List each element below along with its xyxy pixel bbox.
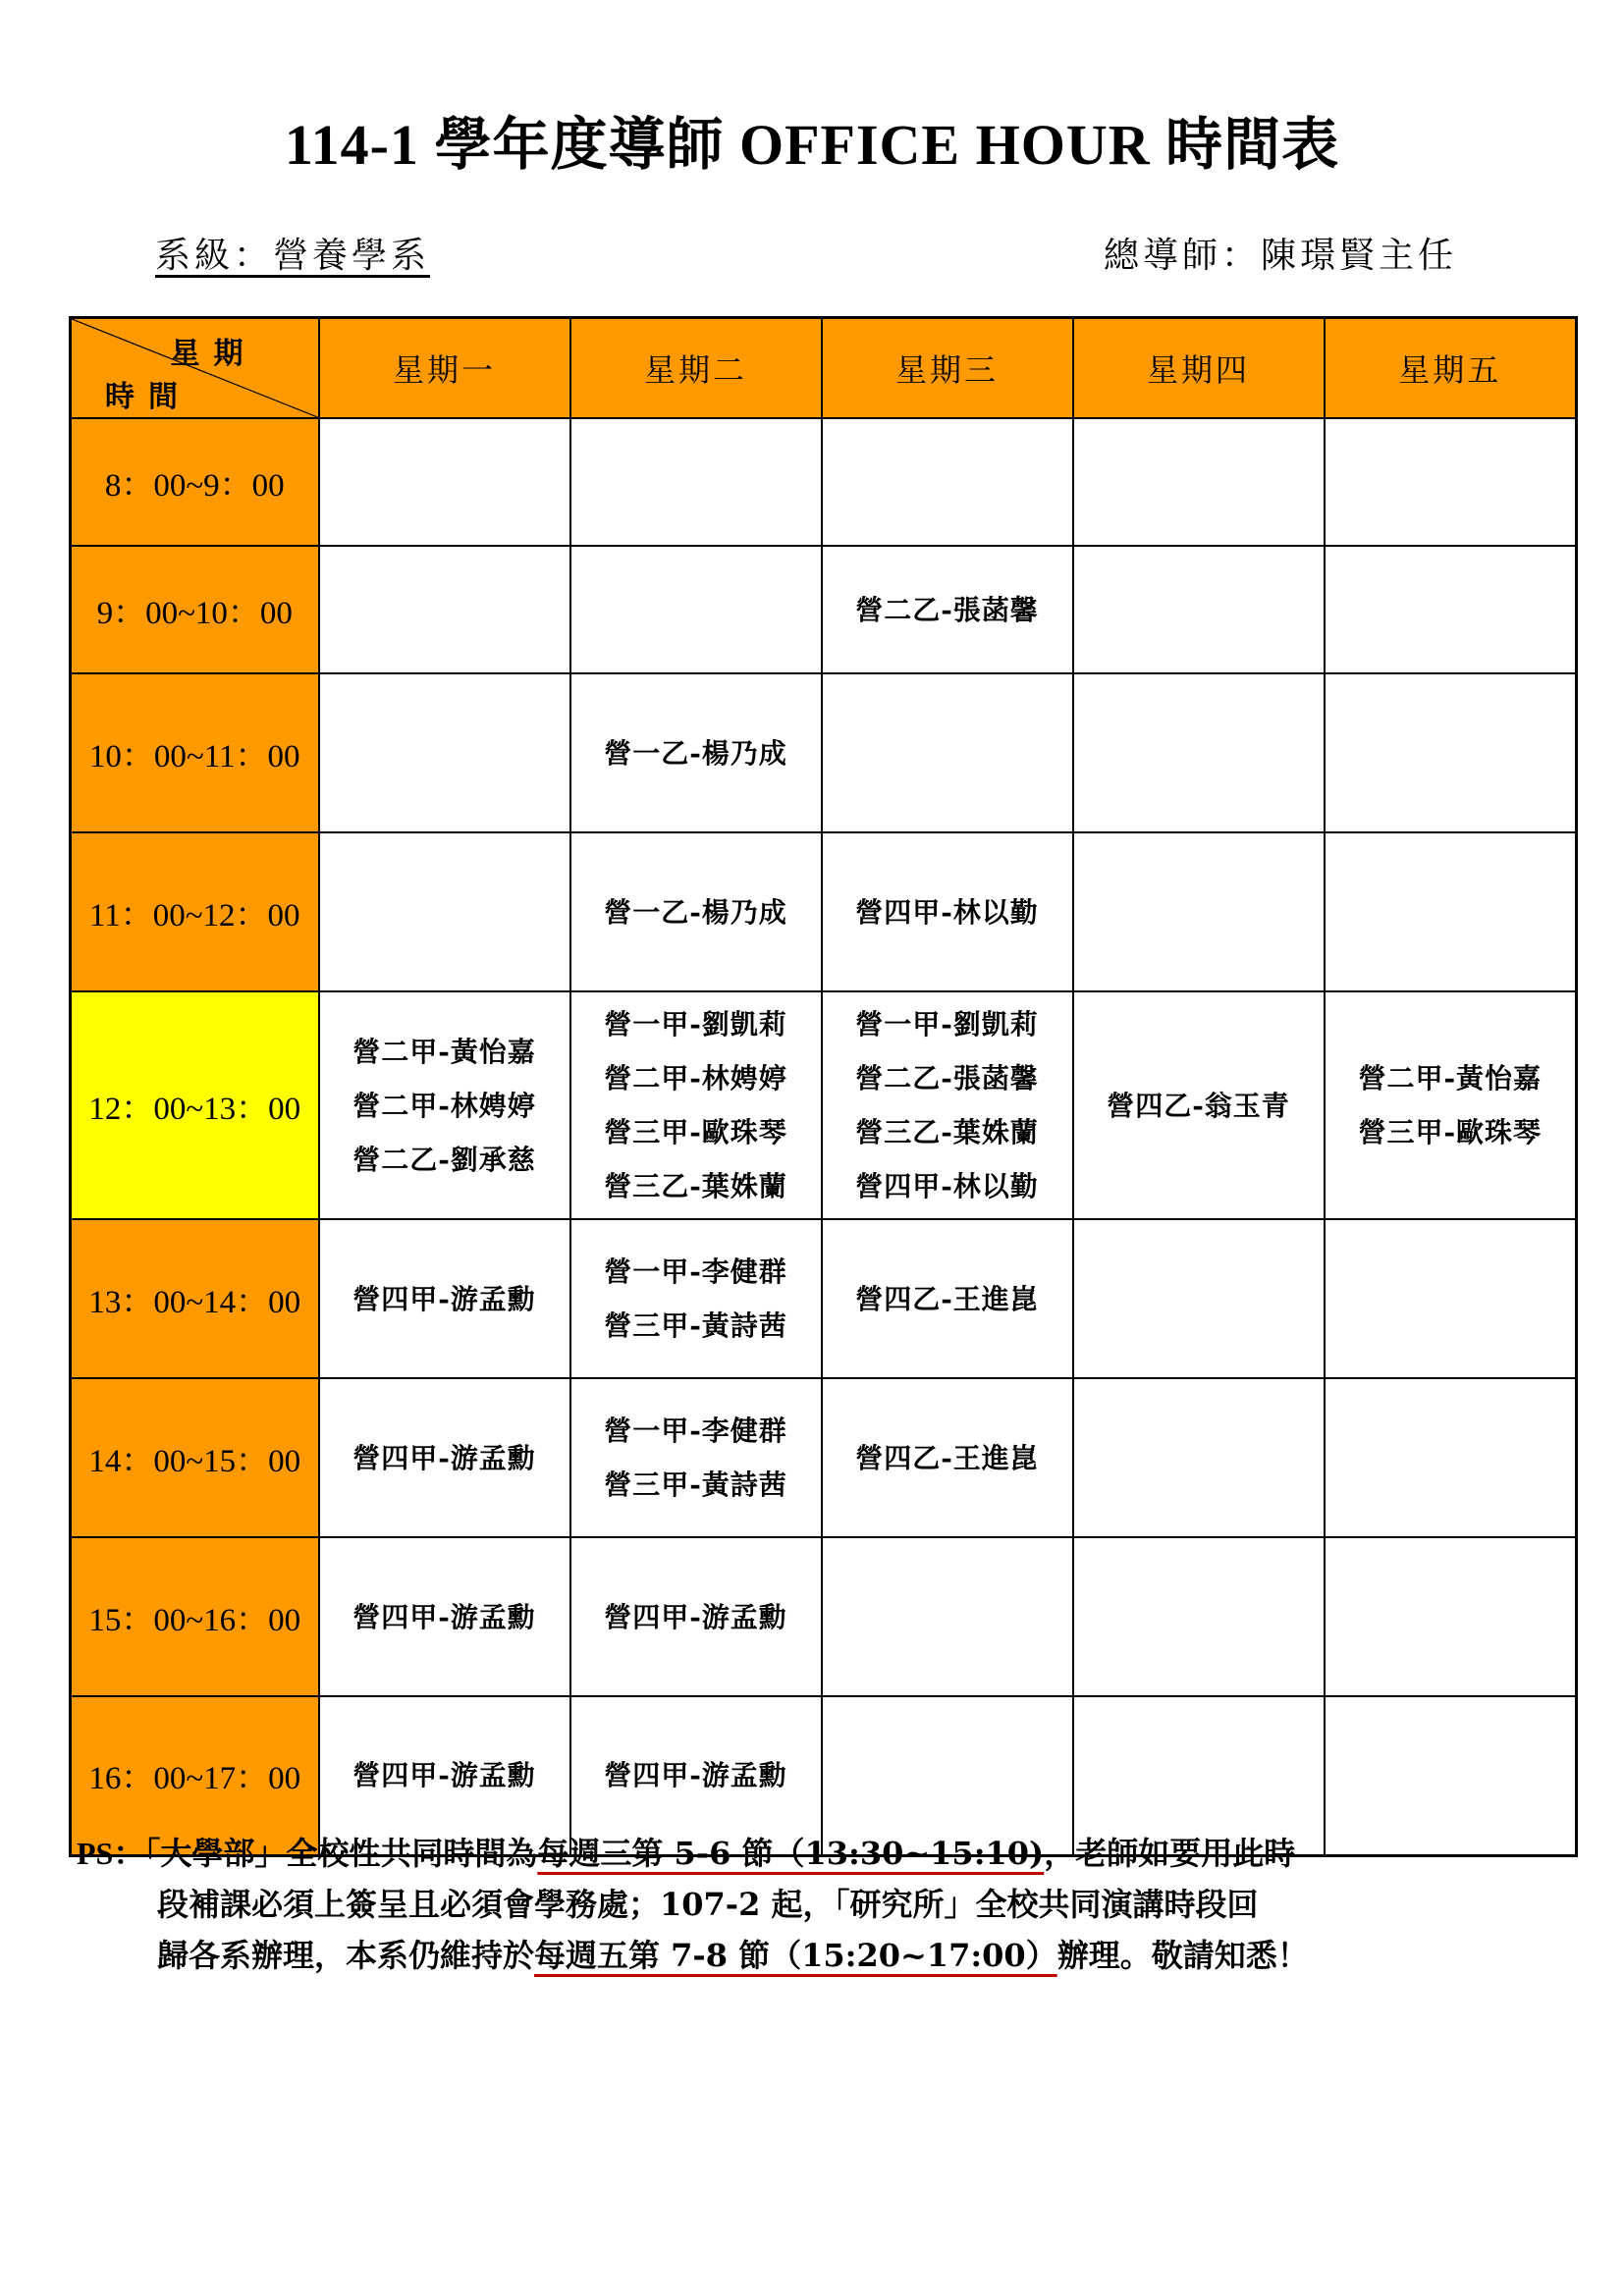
corner-header-cell <box>71 318 319 419</box>
schedule-cell-tue <box>570 546 822 673</box>
schedule-cell-mon <box>319 1537 570 1696</box>
tutor-entry: 營四甲-游孟勳 <box>604 1759 787 1792</box>
schedule-row <box>71 832 1577 991</box>
schedule-body <box>71 418 1577 1855</box>
tutor-entry: 營三甲-歐珠琴 <box>1358 1116 1543 1148</box>
schedule-cell-wed <box>822 1219 1073 1378</box>
tutor-entry: 營一甲-李健群 <box>604 1255 787 1288</box>
schedule-cell-fri <box>1325 991 1577 1219</box>
schedule-cell-thu <box>1073 673 1325 832</box>
tutor-entry: 營三甲-歐珠琴 <box>604 1116 787 1148</box>
note-line3-b: 辦理。敬請知悉！ <box>1056 1937 1309 1974</box>
tutor-entry: 營四甲-游孟勳 <box>604 1600 787 1633</box>
time-slot-label: 12：00~13：00 <box>71 991 319 1219</box>
time-slot-label: 10：00~11：00 <box>71 673 319 832</box>
schedule-cell-tue <box>570 1378 822 1537</box>
schedule-cell-tue <box>570 418 822 546</box>
time-slot-label: 14：00~15：00 <box>71 1378 319 1537</box>
day-header-wed: 星期三 <box>822 318 1073 419</box>
schedule-cell-mon <box>319 418 570 546</box>
schedule-cell-thu <box>1073 1219 1325 1378</box>
schedule-cell-tue <box>570 1219 822 1378</box>
schedule-cell-thu <box>1073 1378 1325 1537</box>
schedule-cell-thu <box>1073 546 1325 673</box>
schedule-cell-mon <box>319 1219 570 1378</box>
time-slot-label: 15：00~16：00 <box>71 1537 319 1696</box>
tutor-entry: 營四甲-游孟勳 <box>352 1282 536 1315</box>
ps-label: PS： <box>77 1836 145 1871</box>
tutor-entry: 營四甲-游孟勳 <box>352 1441 536 1474</box>
tutor-entry: 營三乙-葉姝蘭 <box>604 1170 787 1202</box>
tutor-entry: 營一甲-劉凱莉 <box>855 1008 1039 1041</box>
schedule-cell-thu <box>1073 991 1325 1219</box>
schedule-cell-mon <box>319 673 570 832</box>
schedule-row <box>71 1378 1577 1537</box>
note-line-3 <box>77 1930 1490 1981</box>
note-line1-a: 「大學部」全校性共同時間為 <box>144 1835 538 1872</box>
time-slot-label: 8：00~9：00 <box>71 418 319 546</box>
tutor-entry: 營二乙-張菡馨 <box>855 593 1039 626</box>
schedule-cell-thu <box>1073 418 1325 546</box>
note-line-1 <box>77 1828 1490 1879</box>
schedule-cell-tue <box>570 673 822 832</box>
schedule-row <box>71 546 1577 673</box>
corner-time-label: 時間 <box>105 380 191 414</box>
note-line3-a: 歸各系辦理，本系仍維持於 <box>157 1937 535 1974</box>
tutor-entry: 營一甲-李健群 <box>604 1415 787 1447</box>
schedule-cell-mon <box>319 1378 570 1537</box>
schedule-cell-tue <box>570 1537 822 1696</box>
schedule-cell-fri <box>1325 1537 1577 1696</box>
schedule-cell-wed <box>822 1537 1073 1696</box>
tutor-entry: 營二甲-黃怡嘉 <box>352 1035 536 1068</box>
schedule-cell-thu <box>1073 1537 1325 1696</box>
tutor-entry: 營四乙-王進崑 <box>855 1441 1039 1474</box>
schedule-cell-mon <box>319 832 570 991</box>
tutor-entry: 營四乙-翁玉青 <box>1107 1089 1290 1122</box>
ps-note <box>77 1828 1490 1981</box>
schedule-cell-wed <box>822 673 1073 832</box>
schedule-cell-fri <box>1325 1219 1577 1378</box>
tutor-entry: 營二甲-林娉婷 <box>352 1089 536 1122</box>
table-header-row <box>71 318 1577 419</box>
schedule-cell-wed <box>822 546 1073 673</box>
schedule-cell-thu <box>1073 832 1325 991</box>
schedule-cell-tue <box>570 991 822 1219</box>
schedule-row <box>71 673 1577 832</box>
schedule-cell-fri <box>1325 1378 1577 1537</box>
tutor-entry: 營一乙-楊乃成 <box>604 736 787 770</box>
time-slot-label: 13：00~14：00 <box>71 1219 319 1378</box>
tutor-entry: 營四甲-游孟勳 <box>352 1759 536 1792</box>
schedule-row <box>71 418 1577 546</box>
note-highlight-friday: 每週五第 7-8 節（15:20~17:00） <box>534 1937 1057 1974</box>
time-slot-label: 11：00~12：00 <box>71 832 319 991</box>
department-label: 系級：營養學系 <box>155 236 431 276</box>
note-line1-b: ，老師如要用此時 <box>1044 1835 1296 1872</box>
tutor-entry: 營四乙-王進崑 <box>855 1282 1039 1315</box>
tutor-entry: 營三甲-黃詩茜 <box>604 1309 787 1342</box>
tutor-entry: 營三甲-黃詩茜 <box>604 1468 787 1501</box>
schedule-cell-fri <box>1325 673 1577 832</box>
director-label: 總導師：陳璟賢主任 <box>1103 236 1457 276</box>
schedule-cell-fri <box>1325 832 1577 991</box>
schedule-row <box>71 1537 1577 1696</box>
schedule-cell-wed <box>822 832 1073 991</box>
page-title: 114-1 學年度導師 OFFICE HOUR 時間表 <box>284 113 1340 177</box>
schedule-cell-wed <box>822 991 1073 1219</box>
tutor-entry: 營一甲-劉凱莉 <box>604 1008 787 1041</box>
tutor-entry: 營四甲-林以勤 <box>855 1170 1039 1202</box>
schedule-row <box>71 1219 1577 1378</box>
schedule-cell-tue <box>570 832 822 991</box>
schedule-cell-mon <box>319 991 570 1219</box>
corner-day-label: 星期 <box>170 337 257 371</box>
tutor-entry: 營四甲-游孟勳 <box>352 1600 536 1633</box>
schedule-cell-wed <box>822 418 1073 546</box>
day-header-tue: 星期二 <box>570 318 822 419</box>
note-line-2: 段補課必須上簽呈且必須會學務處；107-2 起，「研究所」全校共同演講時段回 <box>157 1886 1259 1923</box>
tutor-entry: 營三乙-葉姝蘭 <box>855 1116 1039 1148</box>
tutor-entry: 營四甲-林以勤 <box>855 895 1039 929</box>
day-header-fri: 星期五 <box>1325 318 1577 419</box>
schedule-row <box>71 991 1577 1219</box>
tutor-entry: 營一乙-楊乃成 <box>604 895 787 929</box>
tutor-entry: 營二乙-劉承慈 <box>352 1143 536 1176</box>
day-header-mon: 星期一 <box>319 318 570 419</box>
note-highlight-wednesday: 每週三第 5-6 節（13:30~15:10) <box>537 1835 1045 1872</box>
schedule-cell-mon <box>319 546 570 673</box>
tutor-entry: 營二乙-張菡馨 <box>855 1062 1039 1095</box>
schedule-cell-fri <box>1325 418 1577 546</box>
day-header-thu: 星期四 <box>1073 318 1325 419</box>
schedule-cell-fri <box>1325 546 1577 673</box>
tutor-entry: 營二甲-林娉婷 <box>604 1062 787 1095</box>
time-slot-label: 16：00~17：00 <box>71 1696 319 1855</box>
time-slot-label: 9：00~10：00 <box>71 546 319 673</box>
schedule-cell-wed <box>822 1378 1073 1537</box>
tutor-entry: 營二甲-黃怡嘉 <box>1358 1062 1543 1095</box>
office-hour-table <box>69 316 1578 1857</box>
